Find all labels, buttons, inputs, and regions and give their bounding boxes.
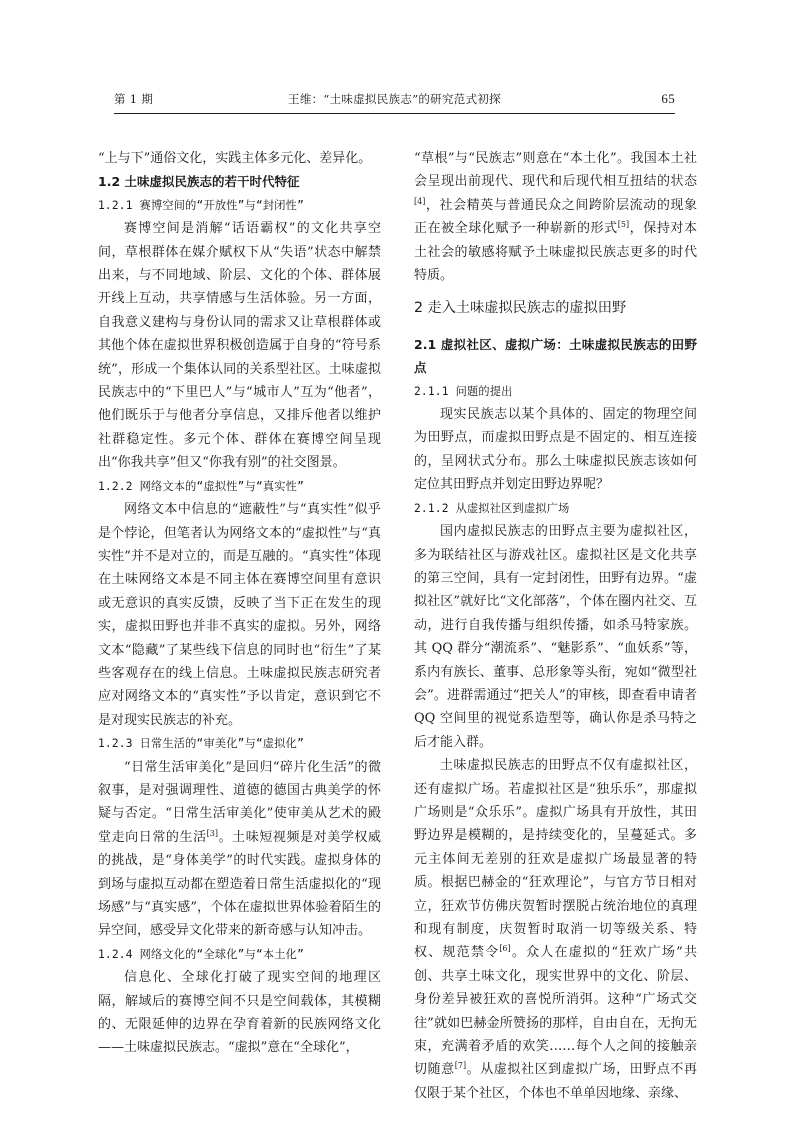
paragraph: 信息化、全球化打破了现实空间的地理区隔，解域后的赛博空间不只是空间载体，其模糊的、无限延伸的边界在孕育着新的民族网络文化——土味虚拟民族志。“虚拟”意在“全球化”， [98, 970, 381, 1056]
subsection-heading-2-1-1: 2.1.1 问题的提出 [414, 384, 513, 398]
paragraph-text: 。从虚拟社区到虚拟广场，田野点不再仅限于某个社区，个体也不单单因地缘、亲缘、 [414, 1062, 697, 1101]
paragraph-text: 。土味短视频是对美学权威的挑战，是“身体美学”的时代实践。虚拟身体的到场与虚拟互动都在塑造着日常生活虚拟化的“现场感”与“真实感”，个体在虚拟世界体验着陌生的异空间，感受异文化带来的新奇感与认知冲击。 [98, 829, 381, 939]
paragraph: 赛博空间是消解“话语霸权”的文化共享空间，草根群体在媒介赋权下从“失语”状态中解禁出来，与不同地域、阶层、文化的个体、群体展开线上互动，共享情感与生活体验。另一方面，自我意义建构与身份认同的需求又让草根群体或其他个体在虚拟世界积极创造属于自身的“符号系统”，形成一个集体认同的关系型社区。土味虚拟民族志中的“下里巴人”与“城市人”互为“他者”，他们既乐于与他者分享信息，又排斥他者以维护社群稳定性。多元个体、群体在赛博空间呈现出“你我共享”但又“你我有别”的社交图景。 [98, 221, 381, 471]
paragraph: 国内虚拟民族志的田野点主要为虚拟社区，多为联结社区与游戏社区。虚拟社区是文化共享的第三空间，具有一定封闭性，田野有边界。“虚拟社区”就好比“文化部落”，个体在圈内社交、互动，进行自我传播与组织传播，如杀马特家族。其 QQ 群分“潮流系”、“魅影系”、“血妖系”等，系内有族长、董事、总形象等头衔，宛如“微型社会”。进群需通过“把关人”的审核，即查看申请者 QQ 空间里的视觉系造型等，确认你是杀马特之后才能入群。 [414, 524, 697, 750]
paragraph-text: 土味虚拟民族志的田野点不仅有虚拟社区，还有虚拟广场。若虚拟社区是“独乐乐”，那虚拟广场则是“众乐乐”。虚拟广场具有开放性，其田野边界是模糊的，是持续变化的，呈蔓延式。多元主体间无差别的狂欢是虚拟广场最显著的特质。根据巴赫金的“狂欢理论”，与官方节日相对立，狂欢节仿佛庆贺暂时摆脱占统治地位的真理和现有制度，庆贺暂时取消一切等级关系、特权、规范禁令 [414, 758, 697, 961]
paragraph [98, 756, 381, 943]
paragraph-text: ，社会精英与普通民众之间跨阶层流动的现象正在被全球化赋予一种崭新的形式 [414, 197, 697, 237]
paragraph [414, 754, 697, 1105]
paragraph: 现实民族志以某个具体的、固定的物理空间为田野点，而虚拟田野点是不固定的、相互连接的，呈网状式分布。那么土味虚拟民族志该如何定位其田野点并划定田野边界呢？ [414, 407, 697, 493]
running-header [114, 91, 675, 111]
left-column [98, 147, 381, 1060]
citation-ref: [3] [206, 828, 218, 838]
citation-ref: [5] [617, 220, 630, 230]
paragraph-text: ，保持对本土社会的敏感将赋予土味虚拟民族志更多的时代特质。 [414, 221, 697, 284]
citation-ref: [6] [499, 944, 511, 954]
citation-ref: [7] [454, 1061, 467, 1071]
paragraph-continuation: “上与下”通俗文化，实践主体多元化、差异化。 [98, 151, 372, 166]
page-number: 65 [661, 91, 675, 106]
issue-label: 第 1 期 [114, 92, 154, 106]
right-column [414, 147, 697, 1105]
section-heading-1-2: 1.2 土味虚拟民族志的若干时代特征 [98, 174, 300, 190]
header-rule [114, 113, 675, 114]
subsection-heading-1-2-2: 1.2.2 网络文本的“虚拟性”与“真实性” [98, 479, 305, 493]
paragraph-text: “草根”与“民族志”则意在“本土化”。我国本土社会呈现出前现代、现代和后现代相互扭结的状态 [414, 151, 697, 190]
paragraph-continuation [414, 147, 697, 287]
section-heading-2: 2 走入土味虚拟民族志的虚拟田野 [414, 300, 627, 317]
subsection-heading-1-2-3: 1.2.3 日常生活的“审美化”与“虚拟化” [98, 737, 305, 751]
section-heading-2-1: 2.1 虚拟社区、虚拟广场：土味虚拟民族志的田野点 [414, 336, 697, 376]
subsection-heading-2-1-2: 2.1.2 从虚拟社区到虚拟广场 [414, 501, 570, 515]
paragraph-text: “日常生活审美化”是回归“碎片化生活”的微叙事，是对强调理性、道德的德国古典美学的怀疑与否定。“日常生活审美化”使审美从艺术的殿堂走向日常的生活 [98, 759, 381, 845]
running-title: 王维：“土味虚拟民族志”的研究范式初探 [288, 92, 501, 106]
subsection-heading-1-2-1: 1.2.1 赛博空间的“开放性”与“封闭性” [98, 198, 305, 212]
paragraph: 网络文本中信息的“遮蔽性”与“真实性”似乎是个悖论，但笔者认为网络文本的“虚拟性”与“真实性”并不是对立的，而是互融的。“真实性”体现在土味网络文本是不同主体在赛博空间里有意识或无意识的真实反馈，反映了当下正在发生的现实，虚拟田野也并非不真实的虚拟。另外，网络文本“隐藏”了某些线下信息的同时也“衍生”了某些客观存在的线上信息。土味虚拟民族志研究者应对网络文本的“真实性”予以肯定，意识到它不是对现实民族志的补充。 [98, 502, 381, 728]
subsection-heading-1-2-4: 1.2.4 网络文化的“全球化”与“本土化” [98, 947, 305, 961]
citation-ref: [4] [414, 197, 426, 207]
paragraph-text: 。众人在虚拟的“狂欢广场”共创、共享土味文化，现实世界中的文化、阶层、身份差异被狂欢的喜悦所消弭。这种“广场式交往”就如巴赫金所赞扬的那样，自由自在，无拘无束，充满着矛盾的欢笑……每个人之间的接触亲切随意 [414, 945, 697, 1078]
